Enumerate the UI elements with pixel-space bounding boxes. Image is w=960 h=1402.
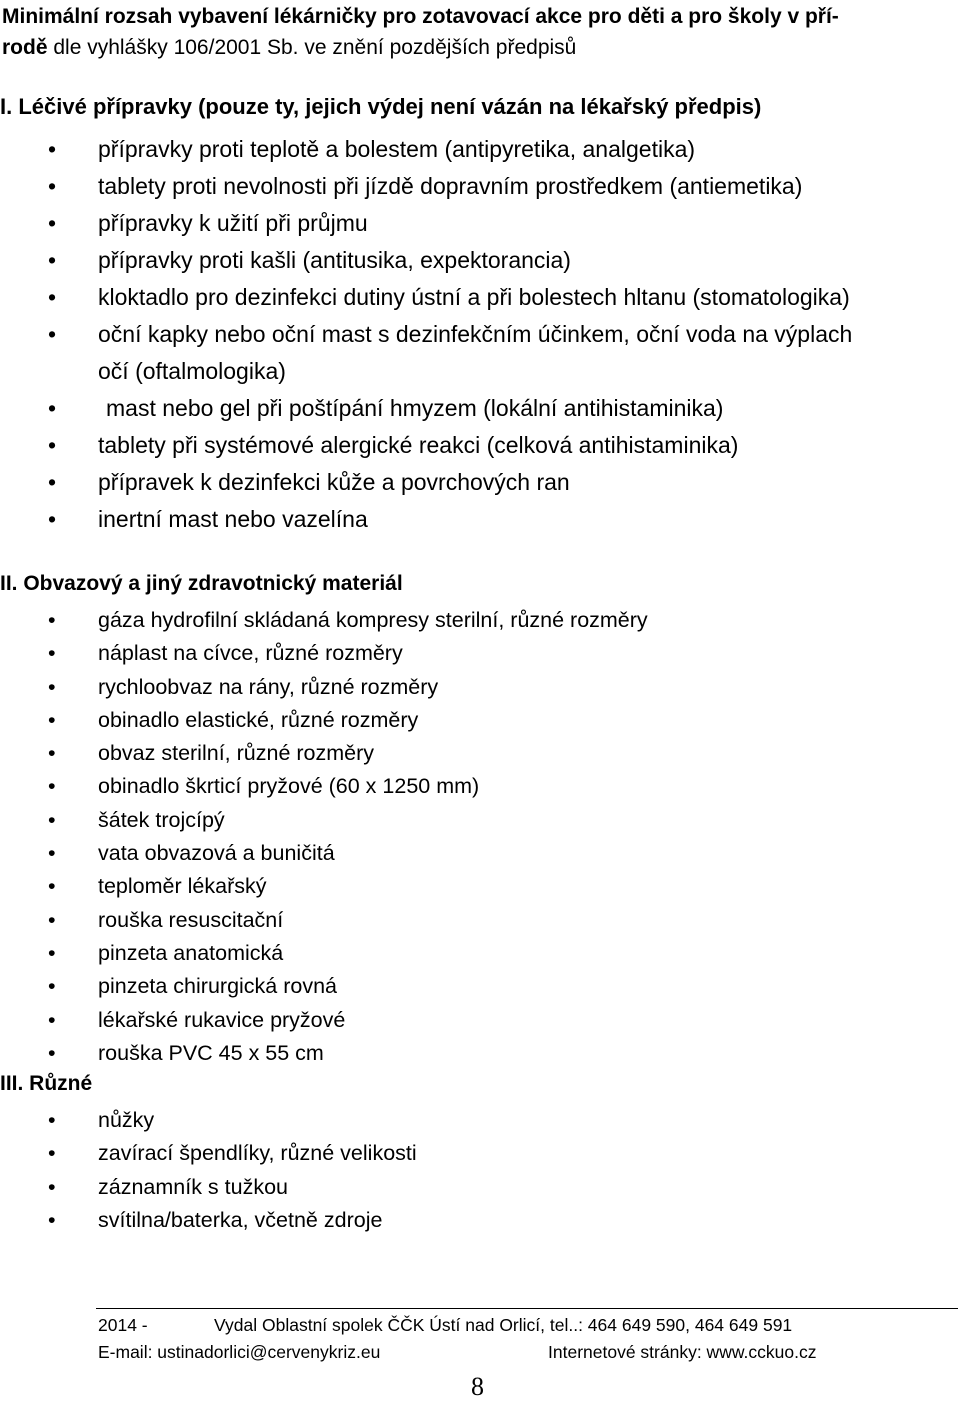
section-heading-medicines: I. Léčivé přípravky (pouze ty, jejich výdej není vázán na lékařský předpis) [0,94,762,119]
list-item: • záznamník s tužkou [0,1171,960,1204]
list-item: • nůžky [0,1104,960,1137]
list-item: • přípravky k užití při průjmu [0,205,960,242]
list-item: • obinadlo škrticí pryžové (60 x 1250 mm) [0,770,960,803]
list-item: • obvaz sterilní, různé rozměry [0,737,960,770]
footer-publisher-line [98,1315,792,1336]
list-item: • svítilna/baterka, včetně zdroje [0,1204,960,1237]
title-bold-continuation: rodě [2,36,48,59]
footer-publisher: Vydal Oblastní spolek ČČK Ústí nad Orlicí, tel..: 464 649 590, 464 649 591 [214,1315,793,1335]
list-item: • přípravky proti kašli (antitusika, expektorancia) [0,242,960,279]
list-item: • kloktadlo pro dezinfekci dutiny ústní a při bolestech hltanu (stomatologika) [0,279,878,316]
list-item: • teploměr lékařský [0,870,960,903]
list-item: • gáza hydrofilní skládaná kompresy sterilní, různé rozměry [0,604,960,637]
list-item: • tablety při systémové alergické reakci (celková antihistaminika) [0,427,960,464]
medicines-list [0,131,960,538]
list-item: • mast nebo gel při poštípání hmyzem (lokální antihistaminika) [0,390,960,427]
list-item: • lékařské rukavice pryžové [0,1004,960,1037]
footer-divider [96,1308,958,1309]
section-heading-dressing-material: II. Obvazový a jiný zdravotnický materiál [0,572,403,595]
list-item: • pinzeta chirurgická rovná [0,970,960,1003]
list-item: • přípravky proti teplotě a bolestem (antipyretika, analgetika) [0,131,960,168]
list-item: • šátek trojcípý [0,804,960,837]
list-item: • zavírací špendlíky, různé velikosti [0,1137,960,1170]
footer-email: E-mail: ustinadorlici@cervenykriz.eu [98,1342,381,1362]
title-bold-line: Minimální rozsah vybavení lékárničky pro zotavovací akce pro děti a pro školy v pří- [2,5,839,28]
list-item: • obinadlo elastické, různé rozměry [0,704,960,737]
footer-contact-line [98,1342,816,1363]
miscellaneous-list [0,1104,960,1237]
list-item: • inertní mast nebo vazelína [0,501,960,538]
list-item: • pinzeta anatomická [0,937,960,970]
list-item: • rychloobvaz na rány, různé rozměry [0,671,960,704]
footer-year: 2014 - [98,1315,148,1335]
footer-website: Internetové stránky: www.cckuo.cz [548,1342,817,1362]
list-item: • přípravek k dezinfekci kůže a povrchových ran [0,464,960,501]
list-item: • náplast na cívce, různé rozměry [0,637,960,670]
list-item: • rouška PVC 45 x 55 cm [0,1037,960,1070]
list-item: • rouška resuscitační [0,904,960,937]
list-item: • oční kapky nebo oční mast s dezinfekčním účinkem, oční voda na výplach očí (oftalmologika) [0,316,878,390]
list-item: • vata obvazová a buničitá [0,837,960,870]
list-item: • tablety proti nevolnosti při jízdě dopravním prostředkem (antiemetika) [0,168,960,205]
title-regulation: dle vyhlášky 106/2001 Sb. ve znění pozdějších předpisů [47,36,577,59]
page-number: 8 [471,1372,484,1401]
document-title [2,1,957,63]
dressing-material-list [0,604,960,1070]
section-heading-miscellaneous: III. Různé [0,1072,93,1095]
